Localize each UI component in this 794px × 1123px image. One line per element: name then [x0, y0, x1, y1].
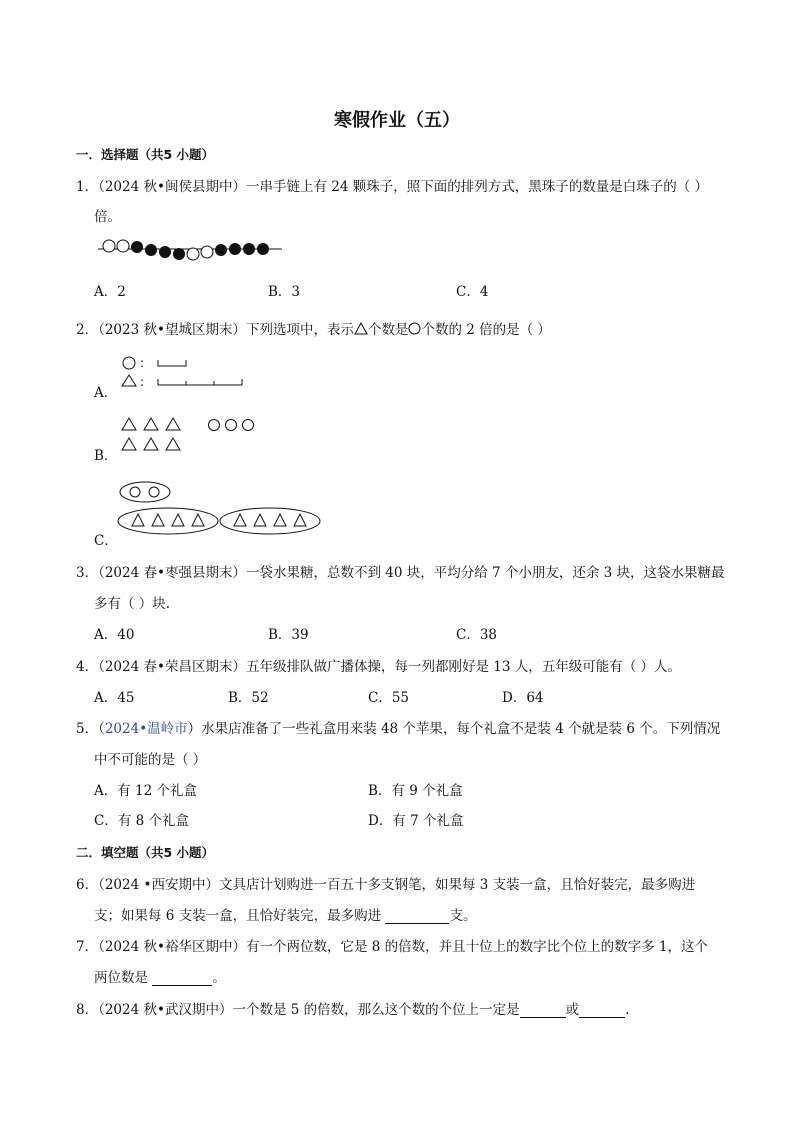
black-bead: [215, 244, 227, 256]
q3-option-c[interactable]: C．38: [456, 627, 498, 643]
svg-text::: :: [140, 356, 145, 370]
page-title: 寒假作业（五）: [334, 110, 460, 131]
black-bead: [257, 243, 269, 255]
q6-text-b: 支。: [449, 908, 477, 924]
black-bead: [243, 243, 255, 255]
white-bead: [103, 240, 115, 252]
q2-stem-mid: 个数是: [367, 322, 409, 338]
q8-text-b: 或: [565, 1002, 580, 1018]
q1-stem: 1．（2024 秋•闽侯县期中）一串手链上有 24 颗珠子，照下面的排列方式，黑珠子的数量是白珠子的（ ）: [76, 179, 709, 195]
black-bead: [145, 244, 157, 256]
q7-text-b: 。: [212, 970, 226, 986]
q5-option-c[interactable]: C．有 8 个礼盒: [94, 813, 190, 829]
q5-stem: [76, 717, 720, 737]
q4-option-c[interactable]: C．55: [368, 690, 410, 706]
segment-bar-short: [158, 360, 186, 366]
q5-stem-text: ）水果店准备了一些礼盒用来装 48 个苹果，每个礼盒不是装 4 个就是装 6 个。下列情况: [187, 721, 721, 737]
q8-answer-blank-1[interactable]: [520, 1003, 566, 1018]
q2-stem-prefix: 2．（2023 秋•望城区期末）下列选项中，表示: [76, 322, 354, 338]
q1-stem-cont: 倍。: [94, 209, 121, 225]
svg-text::: :: [140, 375, 145, 389]
q5-number: 5．（: [76, 721, 105, 737]
q5-option-d[interactable]: D．有 7 个礼盒: [368, 813, 464, 829]
white-bead: [117, 240, 129, 252]
white-bead: [201, 246, 213, 258]
section-heading-choice: 一．选择题（共5 小题）: [76, 147, 215, 162]
q3-stem: 3．（2024 春•枣强县期末）一袋水果糖，总数不到 40 块，平均分给 7 个小朋友，还余 3 块，这袋水果糖最: [76, 565, 725, 581]
q5-stem-cont: 中不可能的是（ ）: [94, 752, 207, 768]
q2-option-b-label[interactable]: B．: [94, 448, 118, 464]
q7-stem-cont: [94, 966, 226, 986]
q3-stem-cont: 多有（ ）块.: [94, 596, 171, 612]
q3-option-b[interactable]: B．39: [268, 627, 309, 643]
q8-text-c: .: [625, 1002, 630, 1018]
q7-answer-blank[interactable]: [152, 971, 212, 986]
black-bead: [229, 243, 241, 255]
q7-text-a: 两位数是: [94, 970, 148, 986]
q6-answer-blank[interactable]: [385, 909, 449, 924]
circle-icon: [408, 322, 421, 335]
q6-stem: 6．（2024 •西安期中）文具店计划购进一百五十多支钢笔，如果每 3 支装一盒，且恰好装完，最多购进: [76, 877, 696, 893]
q4-option-a[interactable]: A．45: [94, 690, 135, 706]
q6-stem-cont: [94, 904, 476, 924]
q2-stem: [76, 318, 551, 338]
section-heading-fill: 二．填空题（共5 小题）: [76, 845, 215, 860]
q2-option-c-label[interactable]: C．: [94, 533, 118, 549]
q4-option-d[interactable]: D．64: [502, 690, 544, 706]
q2-option-b-figure: [120, 416, 260, 454]
q2-stem-end: 个数的 2 倍的是（ ）: [421, 322, 551, 338]
q3-option-a[interactable]: A．40: [94, 627, 135, 643]
q4-stem: 4．（2024 春•荣昌区期末）五年级排队做广播体操，每一列都刚好是 13 人，五年级可能有（ ）人。: [76, 659, 682, 675]
q8-answer-blank-2[interactable]: [579, 1003, 625, 1018]
triangle-icon: [354, 322, 368, 335]
black-bead: [173, 248, 185, 260]
q6-text-a: 支；如果每 6 支装一盒，且恰好装完，最多购进: [94, 908, 382, 924]
q2-option-a-figure: [120, 355, 260, 391]
q2-option-c-figure: [118, 480, 324, 538]
black-bead: [131, 241, 143, 253]
q7-stem: 7．（2024 秋•裕华区期中）有一个两位数，它是 8 的倍数，并且十位上的数字比个位上的数字多 1，这个: [76, 939, 709, 955]
q8-text-a: 8．（2024 秋•武汉期中）一个数是 5 的倍数，那么这个数的个位上一定是: [76, 1002, 520, 1018]
q2-option-a-label[interactable]: A．: [94, 385, 118, 401]
q5-source: 2024•温岭市: [104, 721, 188, 737]
q4-option-b[interactable]: B．52: [228, 690, 269, 706]
white-bead: [187, 248, 199, 260]
bead-chain-figure: [94, 238, 294, 262]
q5-option-b[interactable]: B．有 9 个礼盒: [368, 783, 463, 799]
q1-option-b[interactable]: B．3: [268, 284, 301, 300]
q8-stem: [76, 998, 629, 1018]
q1-option-a[interactable]: A．2: [94, 284, 126, 300]
q5-option-a[interactable]: A．有 12 个礼盒: [94, 783, 198, 799]
q1-option-c[interactable]: C．4: [456, 284, 489, 300]
segment-bar-long: [158, 379, 242, 385]
black-bead: [159, 246, 171, 258]
